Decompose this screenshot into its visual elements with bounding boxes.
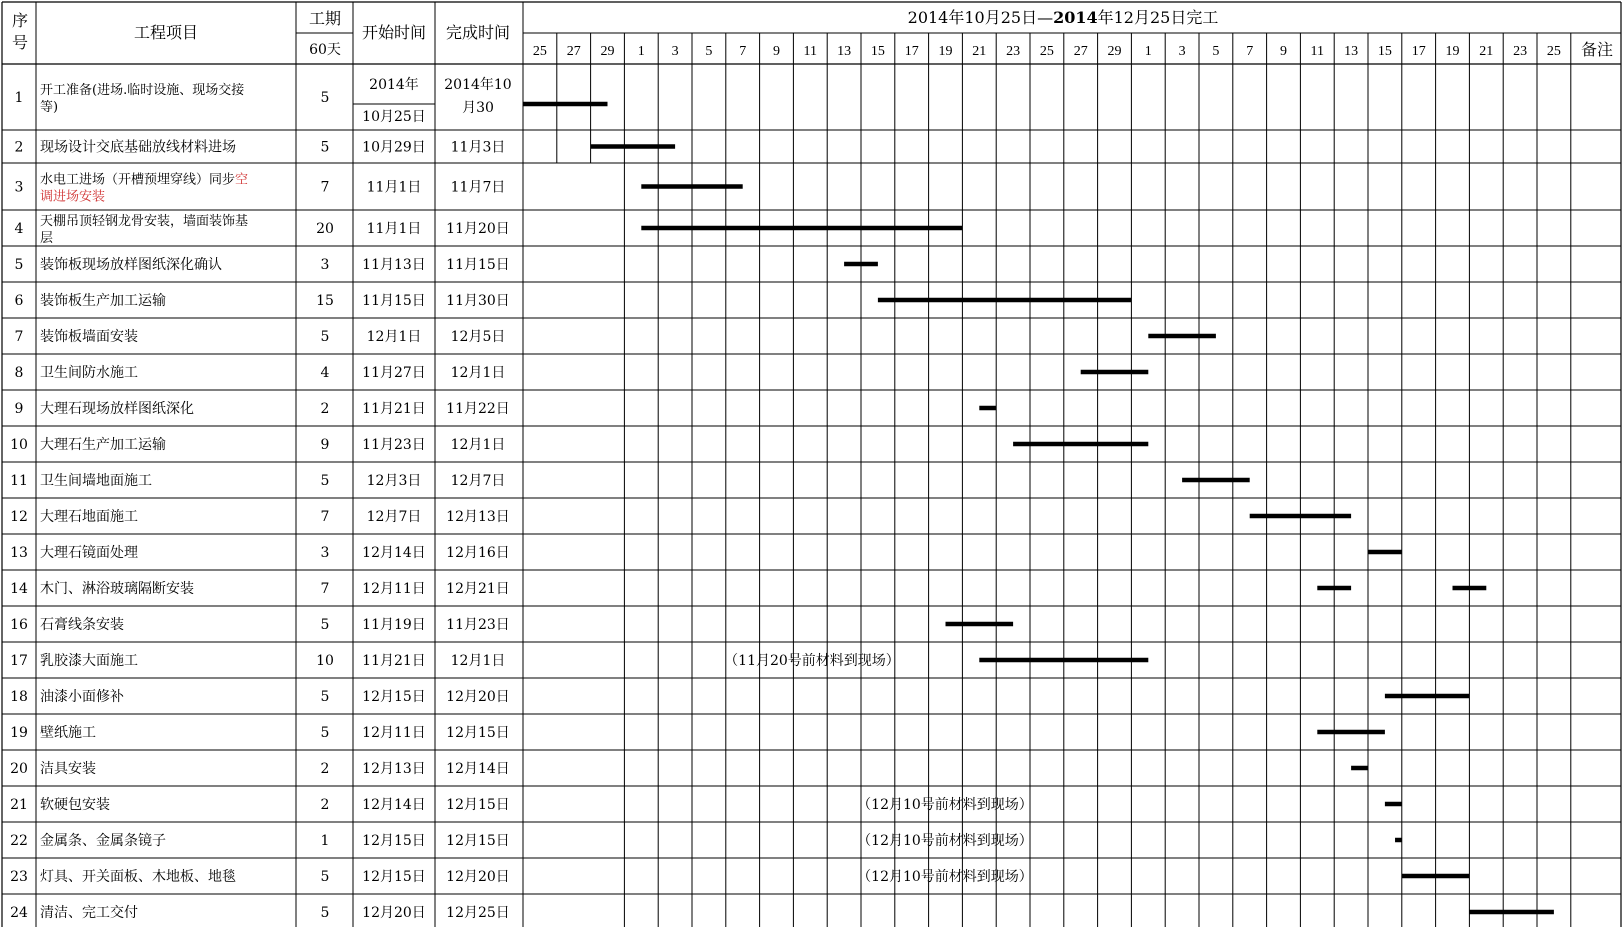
task-start-date: 11月23日 [362, 437, 426, 453]
task-duration: 5 [320, 329, 330, 345]
task-name-line-1: 天棚吊顶轻钢龙骨安装，墙面装饰基 [40, 214, 249, 229]
task-start-date: 12月7日 [366, 509, 422, 525]
task-start-date: 12月15日 [362, 869, 426, 885]
task-start-date: 12月3日 [366, 473, 422, 489]
timeline-day-label: 25 [532, 44, 547, 59]
timeline-days [533, 44, 1561, 59]
timeline-day-label: 29 [1107, 44, 1122, 59]
timeline-day-label: 15 [870, 44, 885, 59]
task-row [15, 172, 506, 205]
material-arrival-note: （12月10号前材料到现场） [857, 797, 1033, 813]
task-row [10, 868, 1033, 885]
task-seq: 13 [10, 545, 28, 561]
task-end-date: 12月21日 [446, 581, 510, 597]
duration-header: 工期 [308, 9, 342, 28]
task-seq: 21 [10, 797, 28, 813]
task-row [15, 328, 506, 345]
task-end-date: 11月15日 [446, 257, 510, 273]
task-end-date: 12月16日 [446, 545, 510, 561]
task-start-date: 12月13日 [362, 761, 426, 777]
task-row [10, 796, 1033, 813]
task-seq: 9 [14, 401, 24, 417]
task-start-date: 11月13日 [362, 257, 426, 273]
task-seq: 11 [10, 473, 28, 489]
material-arrival-note: （12月10号前材料到现场） [857, 869, 1033, 885]
task-start-date: 11月21日 [362, 653, 426, 669]
timeline-day-label: 3 [1178, 44, 1186, 59]
task-duration: 9 [320, 437, 330, 453]
timeline-day-label: 3 [671, 44, 679, 59]
task-seq: 3 [14, 179, 24, 196]
task-seq: 4 [14, 221, 24, 237]
task-name-line-2: 层 [40, 231, 54, 246]
task-name-line-2: 等) [40, 100, 59, 115]
timeline-day-label: 27 [1073, 44, 1088, 59]
task-seq: 17 [10, 653, 28, 669]
task-end-date: 12月13日 [446, 509, 510, 525]
task-start-date: 12月11日 [362, 581, 426, 597]
task-seq: 14 [10, 581, 28, 597]
task-end-date: 12月1日 [450, 653, 506, 669]
task-seq: 18 [10, 689, 28, 705]
timeline-day-label: 9 [1280, 44, 1287, 59]
task-duration: 2 [320, 797, 330, 813]
timeline-day-label: 21 [972, 44, 987, 59]
timeline-day-label: 23 [1513, 44, 1528, 59]
task-end-date: 12月5日 [450, 329, 506, 345]
timeline-day-label: 7 [739, 44, 747, 59]
schedule-title-c: 年12月25日完工 [1097, 8, 1219, 27]
timeline-day-label: 15 [1377, 44, 1392, 59]
task-end-date: 11月22日 [446, 401, 510, 417]
task-start-date: 12月11日 [362, 725, 426, 741]
task-end-date: 11月30日 [446, 293, 510, 309]
task-end-date: 11月3日 [450, 139, 506, 156]
task-row [10, 472, 505, 489]
task-duration: 20 [316, 221, 334, 237]
schedule-title-a: 2014年10月25日— [907, 8, 1054, 27]
timeline-day-label: 25 [1546, 44, 1561, 59]
task-name: 石膏线条安装 [40, 617, 124, 633]
task-duration: 5 [320, 473, 330, 489]
timeline-day-label: 23 [1006, 44, 1021, 59]
task-row [15, 139, 506, 156]
task-seq: 2 [14, 139, 24, 156]
timeline-day-label: 21 [1479, 44, 1494, 59]
task-duration: 15 [316, 293, 334, 309]
timeline-day-label: 19 [1445, 44, 1460, 59]
material-arrival-note: （11月20号前材料到现场） [724, 653, 900, 669]
task-name: 油漆小面修补 [40, 689, 124, 705]
timeline-day-label: 25 [1039, 44, 1054, 59]
task-seq: 10 [10, 437, 28, 453]
task-start-date-line-1: 2014年 [369, 77, 419, 93]
task-name: 清洁、完工交付 [40, 905, 138, 921]
task-duration: 10 [316, 653, 334, 669]
task-end-date: 12月14日 [446, 761, 510, 777]
task-seq: 6 [14, 293, 24, 309]
task-start-date: 12月15日 [362, 689, 426, 705]
timeline-day-label: 29 [600, 44, 615, 59]
task-end-date: 12月1日 [450, 365, 506, 381]
task-name: 金属条、金属条镜子 [40, 833, 166, 849]
material-arrival-note: （12月10号前材料到现场） [857, 833, 1033, 849]
task-end-date: 12月7日 [450, 473, 506, 489]
task-duration: 5 [320, 869, 330, 885]
task-start-date: 11月15日 [362, 293, 426, 309]
task-duration: 1 [320, 833, 330, 849]
task-name: 卫生间墙地面施工 [40, 473, 152, 489]
task-duration: 5 [320, 725, 330, 741]
timeline-day-label: 13 [837, 44, 852, 59]
task-seq: 24 [10, 905, 28, 921]
task-duration: 3 [320, 257, 330, 273]
task-seq: 7 [14, 329, 24, 345]
task-start-date: 12月15日 [362, 833, 426, 849]
task-end-date: 12月1日 [450, 437, 506, 453]
timeline-day-label: 13 [1344, 44, 1359, 59]
task-start-date-line-2: 10月25日 [362, 109, 426, 125]
table-grid [2, 2, 1621, 927]
task-name: 乳胶漆大面施工 [40, 653, 138, 669]
timeline-day-label: 17 [904, 44, 919, 59]
start-header: 开始时间 [361, 23, 427, 42]
timeline-day-label: 19 [938, 44, 953, 59]
task-start-date: 11月19日 [362, 617, 426, 633]
task-row [10, 832, 1033, 849]
task-end-date: 12月15日 [446, 833, 510, 849]
task-row [15, 256, 510, 273]
task-start-date: 11月1日 [366, 179, 422, 196]
task-start-date: 12月20日 [362, 905, 426, 921]
seq-header-2: 号 [11, 33, 29, 52]
timeline-day-label: 1 [637, 44, 645, 59]
task-end-date: 12月25日 [446, 905, 510, 921]
task-start-date: 10月29日 [362, 139, 426, 156]
seq-header-1: 序 [11, 11, 29, 30]
task-start-date: 12月14日 [362, 545, 426, 561]
task-row [15, 292, 510, 309]
task-name-highlight: 空 [235, 172, 249, 188]
task-name: 软硬包安装 [40, 797, 110, 813]
timeline-day-label: 27 [566, 44, 581, 59]
timeline-day-label: 9 [773, 44, 780, 59]
task-row [10, 652, 900, 669]
task-name: 装饰板现场放样图纸深化确认 [40, 257, 222, 273]
task-seq: 12 [10, 509, 28, 525]
task-name: 大理石地面施工 [40, 509, 138, 525]
task-bars [523, 104, 1554, 912]
task-duration: 5 [320, 905, 330, 921]
task-start-date: 11月27日 [362, 365, 426, 381]
task-name: 洁具安装 [40, 761, 96, 777]
task-name: 大理石镜面处理 [40, 545, 138, 561]
task-name: 装饰板生产加工运输 [40, 293, 166, 309]
task-end-date-line-1: 2014年10 [444, 77, 512, 93]
task-duration: 7 [320, 581, 330, 597]
task-duration: 4 [320, 365, 330, 381]
task-duration: 5 [320, 90, 330, 106]
task-name: 壁纸施工 [40, 725, 96, 741]
task-duration: 7 [320, 509, 330, 525]
task-name: 灯具、开关面板、木地板、地毯 [40, 869, 236, 885]
task-row [15, 364, 506, 381]
remarks-header: 备注 [1580, 40, 1614, 59]
task-end-date: 11月23日 [446, 617, 510, 633]
task-start-date: 11月1日 [366, 221, 422, 237]
timeline-day-label: 11 [803, 44, 818, 59]
timeline-day-label: 5 [705, 44, 713, 59]
timeline-day-label: 7 [1246, 44, 1254, 59]
task-name: 大理石现场放样图纸深化 [40, 401, 194, 417]
task-end-date: 12月20日 [446, 869, 510, 885]
task-duration: 5 [320, 139, 330, 156]
task-seq: 22 [10, 833, 28, 849]
task-start-date: 11月21日 [362, 401, 426, 417]
task-row [10, 436, 505, 453]
task-name-line-1: 水电工进场（开槽预埋穿线）同步空 [40, 172, 249, 188]
schedule-title-b: 2014 [1053, 8, 1098, 27]
task-start-date: 12月1日 [366, 329, 422, 345]
duration-total: 60天 [309, 42, 341, 58]
task-duration: 5 [320, 689, 330, 705]
timeline-day-label: 1 [1144, 44, 1152, 59]
task-seq: 20 [10, 761, 28, 777]
task-seq: 19 [10, 725, 28, 741]
task-duration: 2 [320, 761, 330, 777]
task-seq: 8 [14, 365, 24, 381]
task-end-date: 11月20日 [446, 221, 510, 237]
timeline-day-label: 5 [1212, 44, 1220, 59]
timeline-day-label: 17 [1411, 44, 1426, 59]
task-end-date: 11月7日 [450, 179, 506, 196]
task-name: 装饰板墙面安装 [40, 329, 138, 345]
timeline-day-label: 11 [1310, 44, 1325, 59]
task-duration: 5 [320, 617, 330, 633]
task-name: 木门、淋浴玻璃隔断安装 [40, 581, 194, 597]
task-duration: 2 [320, 401, 330, 417]
task-duration: 7 [320, 179, 330, 196]
task-end-date: 12月20日 [446, 689, 510, 705]
task-end-date: 12月15日 [446, 725, 510, 741]
task-name-line-2: 调进场安装 [40, 189, 106, 205]
task-end-date-line-2: 月30 [462, 100, 494, 116]
project-header: 工程项目 [133, 23, 199, 42]
task-name: 卫生间防水施工 [40, 365, 138, 381]
task-start-date: 12月14日 [362, 797, 426, 813]
task-name: 大理石生产加工运输 [40, 437, 166, 453]
task-row [15, 400, 510, 417]
task-duration: 3 [320, 545, 330, 561]
task-seq: 1 [14, 90, 24, 106]
task-name-line-1: 开工准备(进场.临时设施、现场交接 [40, 83, 245, 98]
end-header: 完成时间 [445, 23, 511, 42]
task-seq: 5 [14, 257, 24, 273]
schedule-title [908, 8, 1219, 27]
task-row [15, 213, 510, 246]
task-seq: 16 [10, 617, 28, 633]
task-name: 现场设计交底基础放线材料进场 [40, 139, 236, 156]
task-end-date: 12月15日 [446, 797, 510, 813]
task-row [15, 76, 512, 125]
task-seq: 23 [10, 869, 28, 885]
